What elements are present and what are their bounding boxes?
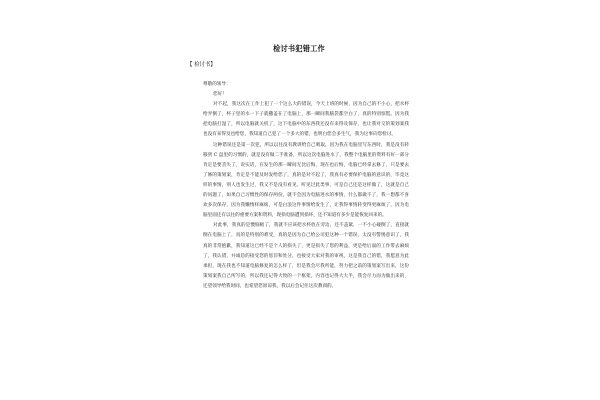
document-title: 检讨书犯错工作	[273, 44, 325, 53]
greeting: 尊敬的领导：	[203, 82, 231, 87]
salutation: 您好！	[213, 92, 227, 98]
paragraph-2: 这种错误还是第一次犯，所以以往没有教训给自己吸取，因为我在电脑里写东西时，我是没有转移到 C 盘里的习惯的，就是没有做二手准备，所以这次电脑进水了，我整个电脑里的资料有好一部分肯定是要丢失了，说实话，在发生的那一瞬间无比后悔，现在也后悔，电脑已经拿去修了，只是要去了修的策划案，肯定是不能及时发给您了，真的是对不起了，我真有必要保护电脑的意识的，毕竟这样的事情，别人也发生过，我又不是没有看见，听见过此类事，可是自己还是这样做了，这就是自己的问题了，如果自己习惯性的保存两份，就不会因为电脑进水的事情，什么都做不了，我一想都不喜欢多次保存，因为我懒惰样麻烦，可是白浪这件事情给发生了，让我得事情转变得更麻烦了，因为电脑里面还有以往的重要方案和资料，现损电脑遭到损坏，还不知道有多少是能恢复回来的。	[203, 142, 409, 219]
paragraph-3: 对此事，我真的是懊恼极了，我就不应该把水杯放在旁边，还不盖紧，一不小心碰倒了，直接就倒在电脑上了，真的是特别的难受，真的是因为自己给公司犯这种一个错误，太没有警惕意识了，我真的非常抱歉，我知道这已经不是个人的损失了，更是损失了您的利益，更是给后面的工作带去麻烦了，我认错，并诚恳的接受您的惩罚和处分，也接受大家对我的审视，这是我自己的错，我愿意为此承担，现在我也不知道电脑修复的怎么样了，但是我会尽我所能，努力把之前的策划案写出来，这份策划案我自己所写的，所以我还记得大致的一个框架，内容也记得大大半，我会尽力而为做出来的，还望领导给我时间，也希望您原谅我，我以后会记住这次教训的。	[203, 223, 409, 289]
document-body	[203, 80, 409, 292]
paragraph-1: 对不起，我这次在工作上犯了一个这么大的错误，今天上班的时候，因为自己的不小心，把水杯给弄倒了，杯子里的水一下子就撒盖在了电脑上，那一瞬间我脑袋都空白了，真的特别惊慌。因为我把电脑打湿了，所以电脑就关机了，这下电脑中的东西我还没有来得及保存，也让我对交的策划案我也没有来得及也给您，我知道自己犯了一个多大的错，也明白您会多生气，我为这事向您检讨。	[203, 102, 409, 138]
document-tag: 【 检讨书】	[187, 62, 216, 68]
document-page	[185, 36, 413, 400]
